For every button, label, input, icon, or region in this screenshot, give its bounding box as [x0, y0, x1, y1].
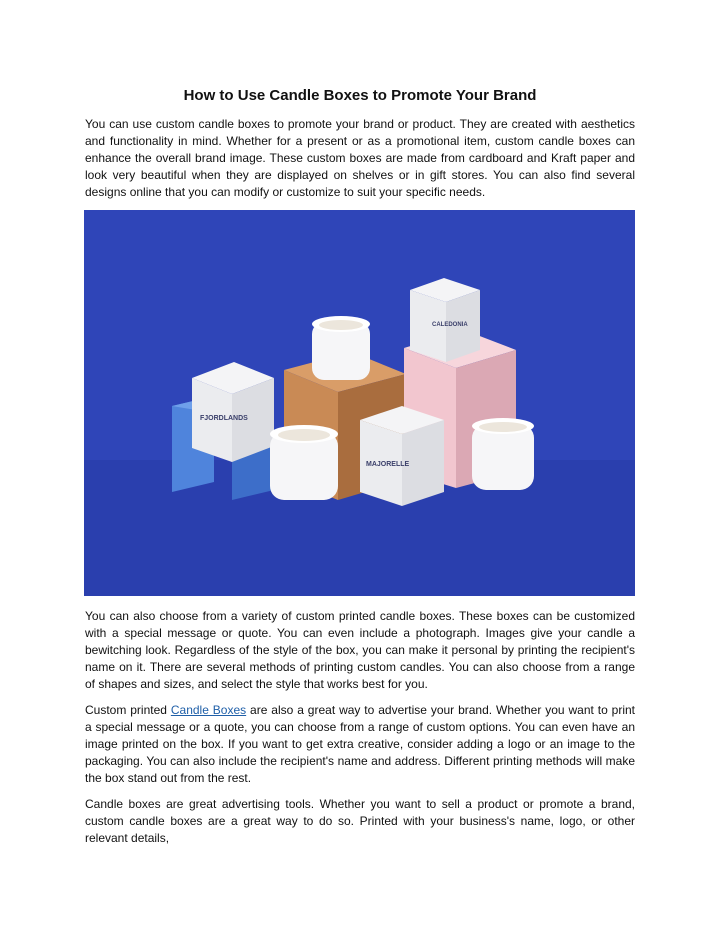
document-title: How to Use Candle Boxes to Promote Your Brand: [183, 87, 537, 104]
majorelle-label: MAJORELLE: [366, 461, 410, 468]
paragraph-advertise-end: are also a great way to advertise your brand. Whether you want to print a special message or a quote, you can choose from a range of custom options. You can even have an image printed on the box. If you want to get extra creative, consider adding a logo or an image to the packaging. You can also include the recipient's name and address. Different printing methods will make the box stand out from the rest.: [85, 703, 636, 785]
candle-boxes-link[interactable]: Candle Boxes: [170, 703, 247, 717]
paragraph-advertising-tools: Candle boxes are great advertising tools. Whether you want to sell a product or promote a brand, custom candle boxes are a great way to do so. Printed with your business's name, logo, or other relevant details,: [85, 797, 635, 845]
paragraph-printed-boxes: You can also choose from a variety of custom printed candle boxes. These boxes can be customized with a special message or quote. You can even include a photograph. Images give your candle a bewitching look. Regardless of the style of the box, you can make it personal by printing the recipient's name on it. There are several methods of printing custom candles. You can also choose from a range of shapes and sizes, and select the style that works best for you.: [85, 609, 635, 691]
paragraph-advertise: [85, 702, 635, 787]
paragraph-advertise-start: Custom printed: [85, 703, 171, 717]
fjordlands-label: FJORDLANDS: [200, 415, 248, 422]
caledonia-label: CALEDONIA: [432, 322, 468, 328]
candle-boxes-photo: [84, 210, 635, 596]
paragraph-intro: You can use custom candle boxes to promote your brand or product. They are created with aesthetics and functionality in mind. Whether for a present or as a promotional item, custom candle boxes can enhance the overall brand image. These custom boxes are made from cardboard and Kraft paper and look very beautiful when they are displayed on shelves or in gift stores. You can also find several designs online that you can modify or customize to suit your specific needs.: [85, 117, 635, 199]
